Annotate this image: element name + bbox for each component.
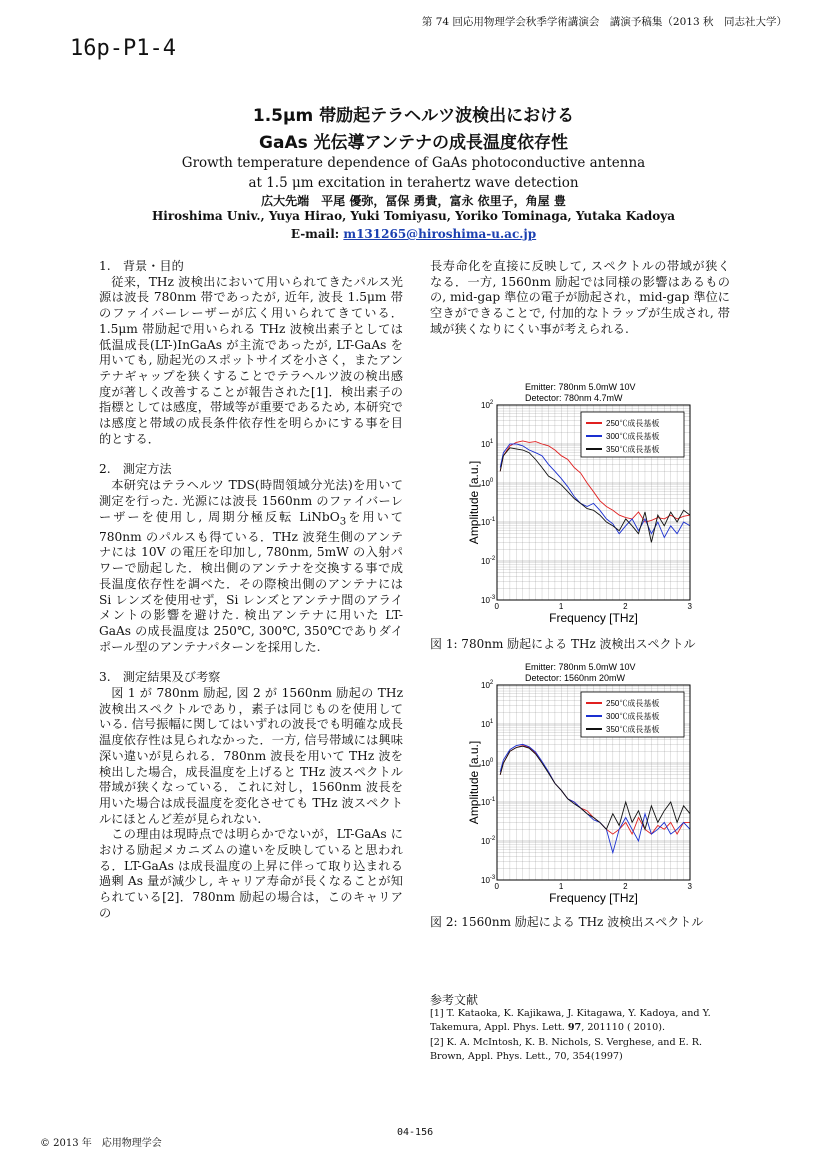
y-tick-label: $10^{-2}$ xyxy=(481,836,496,846)
y-axis-label: Amplitude [a.u.] xyxy=(467,740,481,825)
paragraph xyxy=(99,478,403,655)
text-run: を用いて 780nm のパルスも得ている．THz 波発生側のアンテナには 10V の電圧を印加し, 780nm, 5mW の入射パワーで励起した．検出側のアンテナを交換する事で成長温度依存性を調べた．その際検出側のアンテナには Si レンズを使用せず，Si レンズとアンテナ間のアライメントの影響を避けた. 検出アンテナに用いた LT-GaAs の成長温度は 250℃, 300℃, 350℃でありダイポール型のアンテナパターンを採用した. xyxy=(99,509,403,654)
title-en-line1: Growth temperature dependence of GaAs photoconductive antenna xyxy=(181,155,646,171)
legend-entry: 300℃成長基板 xyxy=(606,432,660,441)
subscript: 3 xyxy=(339,515,347,527)
figure-1-caption: 図 1: 780nm 励起による THz 波検出スペクトル xyxy=(430,637,696,651)
text-run: [1] T. Kataoka, K. Kajikawa, J. Kitagawa, Y. Kadoya, and Y. Takemura, Appl. Phys. Lett. xyxy=(430,1008,711,1034)
text-run: , 201110 ( 2010). xyxy=(581,1022,665,1034)
x-axis-label: Frequency [THz] xyxy=(549,891,638,905)
x-tick-label: 3 xyxy=(687,882,692,891)
y-axis-label: Amplitude [a.u.] xyxy=(467,460,481,545)
legend-entry: 350℃成長基板 xyxy=(606,445,660,454)
text-run: 本研究はテラヘルツ TDS(時間領域分光法)を用いて測定を行った. 光源には波長 1560nm のファイバーレーザーを使用し, 周期分極反転 LiNbO xyxy=(99,478,403,524)
title-jp-line2: GaAs 光伝導アンテナの成長温度依存性 xyxy=(259,133,568,153)
section-heading: 3. 測定結果及び考察 xyxy=(99,670,221,685)
paragraph: この理由は現時点では明らかでないが，LT-GaAs における励起メカニズムの違いを反映していると思われる．LT-GaAs は成長温度の上昇に伴って取り込まれる過剰 As 量が減少し, キャリア寿命が長くなることが知られている[2]．780nm 励起の場合は，このキャリアの xyxy=(99,827,403,920)
title-jp-line1: 1.5μm 帯励起テラヘルツ波検出における xyxy=(252,106,575,126)
x-tick-label: 0 xyxy=(494,602,499,611)
section-results xyxy=(99,670,403,921)
x-tick-label: 0 xyxy=(494,882,499,891)
legend-entry: 350℃成長基板 xyxy=(606,725,660,734)
volume: 97 xyxy=(567,1022,582,1034)
chart-annotation: Emitter: 780nm 5.0mW 10V xyxy=(525,662,636,672)
conference-header: 第 74 回応用物理学会秋季学術講演会 講演予稿集（2013 秋 同志社大学） xyxy=(421,16,787,28)
x-tick-label: 3 xyxy=(687,602,692,611)
x-tick-label: 1 xyxy=(558,602,564,611)
authors-en: Hiroshima Univ., Yuya Hirao, Yuki Tomiyasu, Yoriko Tominaga, Yutaka Kadoya xyxy=(151,209,676,223)
chart-annotation: Detector: 1560nm 20mW xyxy=(525,673,626,683)
section-background xyxy=(99,259,403,447)
figure-2-caption: 図 2: 1560nm 励起による THz 波検出スペクトル xyxy=(430,915,704,929)
y-tick-label: $10^{-2}$ xyxy=(481,556,496,566)
y-tick-label: $10^2$ xyxy=(481,680,494,690)
y-tick-label: $10^1$ xyxy=(481,719,494,729)
y-tick-label: $10^{-1}$ xyxy=(481,797,496,807)
section-method xyxy=(99,462,403,655)
copyright: © 2013 年 応用物理学会 xyxy=(40,1138,162,1149)
email-link[interactable]: m131265@hiroshima-u.ac.jp xyxy=(343,227,537,241)
legend-entry: 250℃成長基板 xyxy=(606,419,660,428)
x-axis-label: Frequency [THz] xyxy=(549,611,638,625)
y-tick-label: $10^0$ xyxy=(481,758,494,768)
email-label: E-mail: xyxy=(290,227,344,241)
section-heading: 1. 背景・目的 xyxy=(99,259,184,273)
y-tick-label: $10^2$ xyxy=(481,400,494,410)
reference-2: [2] K. A. McIntosh, K. B. Nichols, S. Verghese, and E. R. Brown, Appl. Phys. Lett., 70, 354(1997) xyxy=(430,1036,703,1062)
reference-1 xyxy=(430,1007,730,1036)
x-tick-label: 2 xyxy=(623,882,628,891)
legend-entry: 300℃成長基板 xyxy=(606,712,660,721)
paragraph: 長寿命化を直接に反映して, スペクトルの帯域が狭くなる．一方, 1560nm 励起では同様の影響はあるものの, mid-gap 準位の電子が励起され，mid-gap 準位に空きができることで, 付加的なトラップが生成され, 帯域が狭くなりにくい事が考えられる. xyxy=(430,259,730,336)
y-tick-label: $10^{-3}$ xyxy=(481,595,496,605)
chart-annotation: Detector: 780nm 4.7mW xyxy=(525,393,623,403)
title-en-line2: at 1.5 μm excitation in terahertz wave detection xyxy=(248,175,579,191)
paper-id: 16p-P1-4 xyxy=(70,36,176,61)
right-column-text xyxy=(430,259,730,338)
paragraph: 従来，THz 波検出において用いられてきたパルス光源は波長 780nm 帯であったが, 近年, 波長 1.5μm 帯のファイバーレーザーが広く用いられてきている．1.5μm 帯励起で用いられる THz 波検出素子としては低温成長(LT-)InGaAs が主流であったが, LT-GaAs を用いても, 励起光のスポットサイズを小さく，またアンテナギャップを狭くすることでテラヘルツ波の検出感度が著しく改善することが報告された[1]．検出素子の指標としては感度，帯域等が重要であるため, 本研究では感度と帯域の成長条件依存性を明らかにする事を目的とする． xyxy=(99,274,403,446)
references xyxy=(430,1007,730,1064)
figure-1-chart xyxy=(455,378,705,628)
left-column xyxy=(99,259,403,922)
email-line xyxy=(0,227,827,241)
paragraph: 図 1 が 780nm 励起, 図 2 が 1560nm 励起の THz 波検出スペクトルであり，素子は同じものを使用している. 信号振幅に関してはいずれの波長でも明確な成長温度依存性は見られなかった．一方, 信号帯域には興味深い違いが見られる．780nm 波長を用いて THz 波を検出した場合，成長温度を上げると THz 波スペクトル帯域が狭くなっている．これに対し，1560nm 波長を用いた場合は成長温度を変化させても THz 波スペクトルにほとんど差が見られない. xyxy=(99,686,403,826)
chart-annotation: Emitter: 780nm 5.0mW 10V xyxy=(525,382,636,392)
y-tick-label: $10^{-3}$ xyxy=(481,875,496,885)
y-tick-label: $10^1$ xyxy=(481,439,494,449)
series-line-s300 xyxy=(500,444,690,538)
references-title: 参考文献 xyxy=(430,993,479,1007)
page-number: 04-156 xyxy=(397,1127,434,1138)
figure-2-chart xyxy=(455,658,705,908)
section-heading: 2. 測定方法 xyxy=(99,462,172,477)
series-line-s350 xyxy=(500,746,690,829)
series-line-s300 xyxy=(500,744,690,852)
x-tick-label: 1 xyxy=(558,882,564,891)
legend-entry: 250℃成長基板 xyxy=(606,699,660,708)
x-tick-label: 2 xyxy=(623,602,628,611)
authors-jp: 広大先端 平尾 優弥，冨保 勇貴，富永 依里子，角屋 豊 xyxy=(261,194,566,208)
y-tick-label: $10^{-1}$ xyxy=(481,517,496,527)
y-tick-label: $10^0$ xyxy=(481,478,494,488)
